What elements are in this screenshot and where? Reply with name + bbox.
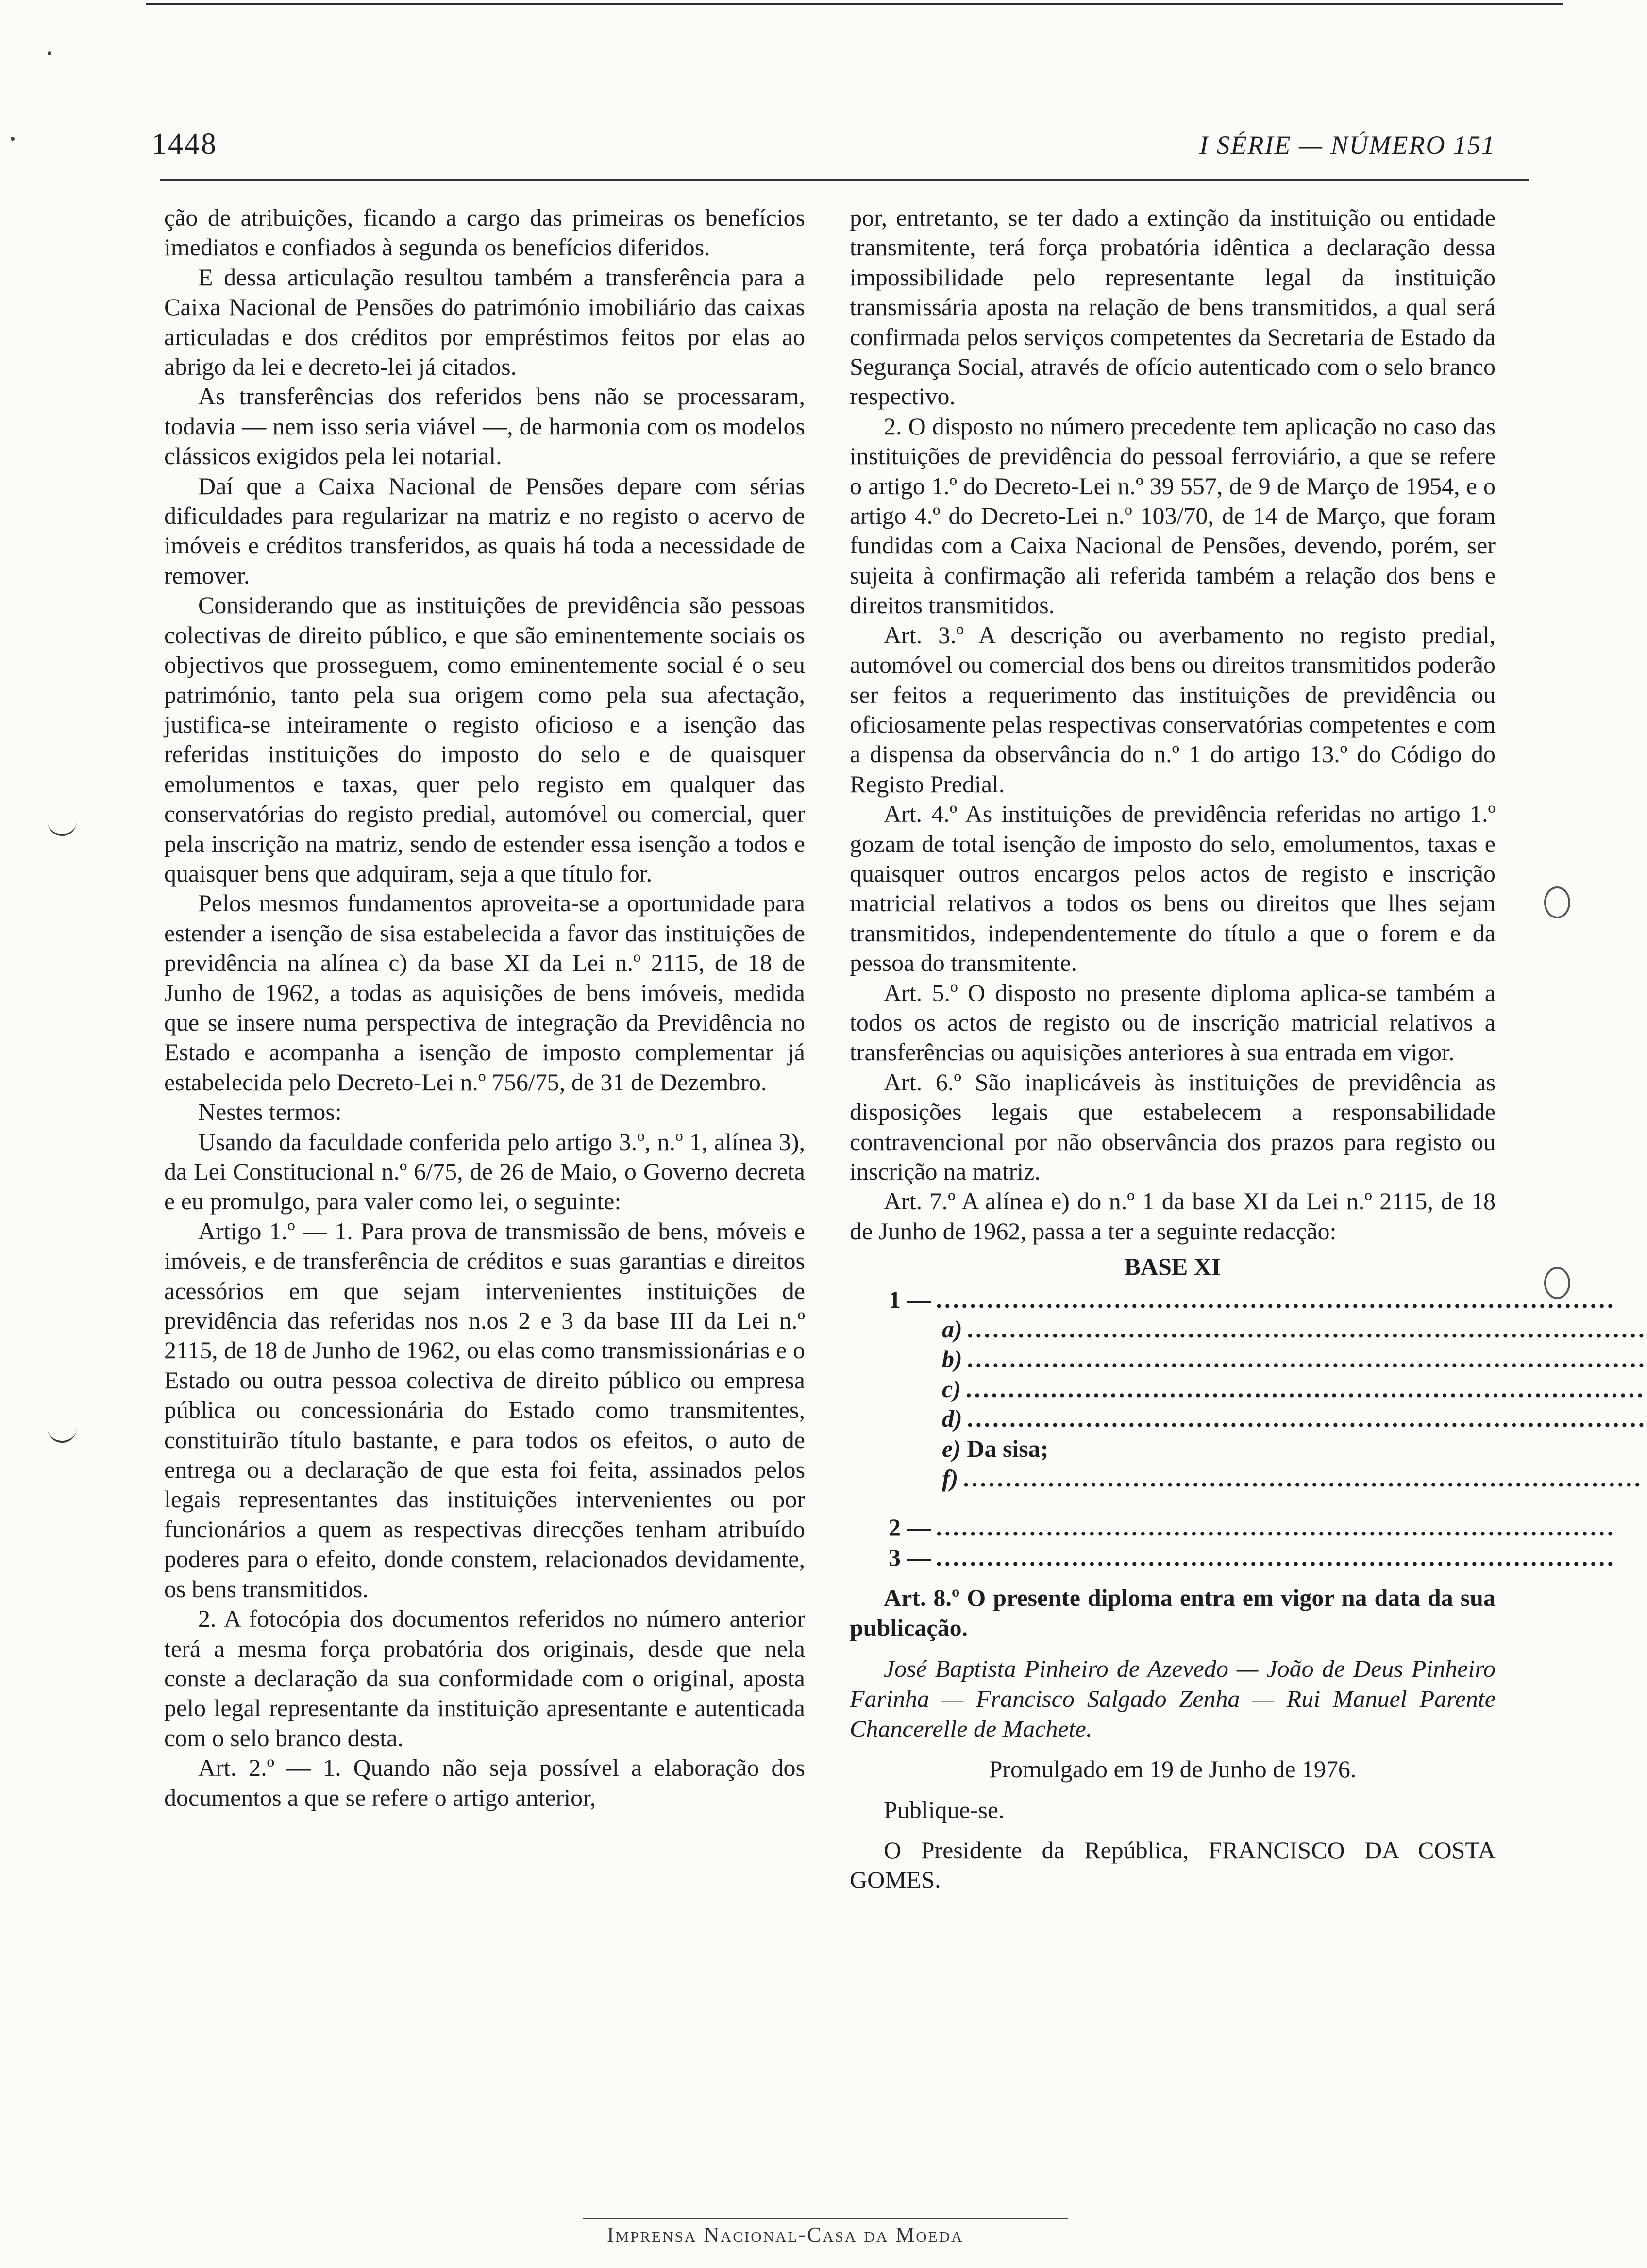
paragraph: Pelos mesmos fundamentos aproveita-se a oportunidade para estender a isenção de sisa estabelecida a favor das instituições de previdência na alínea c) da base XI da Lei n.º 2115, de 18 de Junho de 1962, a todas as aquisições de bens imóveis, medida que se insere numa perspectiva de integração da Previdência no Estado e acompanha a isenção de imposto complementar já estabelecida pelo Decreto-Lei n.º 756/75, de 31 de Dezembro. [164, 889, 805, 1096]
article-8: Art. 8.º O presente diploma entra em vigor na data da sua publicação. [850, 1584, 1496, 1641]
paragraph: E dessa articulação resultou também a transferência para a Caixa Nacional de Pensões do património imobiliário das caixas articuladas e dos créditos por empréstimos feitos por elas ao abrigo da lei e decreto-lei já citados. [164, 263, 805, 381]
paragraph: Usando da faculdade conferida pelo artigo 3.º, n.º 1, alínea 3), da Lei Constitucional n.º 6/75, de 26 de Maio, o Governo decreta e eu promulgo, para valer como lei, o seguinte: [164, 1128, 805, 1215]
top-rule [146, 3, 1563, 5]
leader-dots: ................................................................................ [936, 1285, 1616, 1313]
base-item-label: e) [942, 1434, 961, 1462]
base-item [850, 1464, 1643, 1493]
left-column [164, 203, 805, 1813]
base-item [850, 1513, 1616, 1542]
leader-dots: ................................................................................ [967, 1316, 1647, 1343]
promulgation-date: Promulgado em 19 de Junho de 1976. [989, 1755, 1357, 1783]
base-item-label: 2 — [889, 1514, 931, 1541]
president-signature: O Presidente da República, FRANCISCO DA COSTA GOMES. [850, 1836, 1496, 1894]
base-item-label: d) [942, 1405, 962, 1433]
article-5: Art. 5.º O disposto no presente diploma aplica-se também a todos os actos de registo ou de inscrição matricial relativos a transferências ou aquisições anteriores à sua entrada em vigor. [850, 979, 1496, 1066]
paragraph: Considerando que as instituições de previdência são pessoas colectivas de direito público, e que são eminentemente sociais os objectivos que prosseguem, como eminentemente social é o seu património, tanto pela sua origem como pela sua afectação, justifica-se inteiramente o registo oficioso e a isenção das referidas instituições do imposto do selo e de quaisquer emolumentos e taxas, quer pelo registo em qualquer das conservatórias do registo predial, automóvel ou comercial, quer pela inscrição na matriz, sendo de estender essa isenção a todos e quaisquer bens que adquiram, seja a que título for. [164, 591, 805, 887]
base-item [850, 1285, 1616, 1315]
base-item [850, 1344, 1647, 1374]
right-column [850, 203, 1647, 1895]
speck [11, 137, 15, 141]
paragraph: por, entretanto, se ter dado a extinção da instituição ou entidade transmitente, terá força probatória idêntica a declaração dessa impossibilidade pelo representante legal da instituição transmissária aposta na relação de bens transmitidos, a qual será confirmada pelos serviços competentes da Secretaria de Estado da Segurança Social, através de ofício autenticado com o selo branco respectivo. [850, 204, 1496, 410]
paragraph: Daí que a Caixa Nacional de Pensões depare com sérias dificuldades para regularizar na matriz e no registo o acervo de imóveis e créditos transferidos, as quais há toda a necessidade de remover. [164, 472, 805, 589]
header-rule [160, 179, 1529, 181]
base-item-label: 3 — [889, 1543, 931, 1571]
base-title: BASE XI [1124, 1253, 1221, 1281]
leader-dots: ................................................................................ [965, 1375, 1646, 1402]
leader-dots: ................................................................................ [967, 1345, 1647, 1373]
leader-dots: ................................................................................ [963, 1465, 1643, 1492]
base-item [850, 1434, 1496, 1464]
article-1: Artigo 1.º — 1. Para prova de transmissão de bens, móveis e imóveis, e de transferência de créditos e suas garantias e direitos acessórios em que sejam intervenientes instituições de previdência das referidas nos n.os 2 e 3 da base III da Lei n.º 2115, de 18 de Junho de 1962, ou elas como transmissionárias e o Estado ou outra pessoa colectiva de direito público ou empresa pública ou concessionária do Estado como transmitentes, constituirão título bastante, e para todos os efeitos, o auto de entrega ou a declaração de que esta foi feita, assinados pelos legais representantes das instituições intervenientes ou por funcionários a quem as respectivas direcções tenham atribuído poderes para o efeito, donde constem, relacionados devidamente, os bens transmitidos. [164, 1217, 805, 1602]
page-number: 1448 [151, 128, 218, 161]
imprint: Imprensa Nacional-Casa da Moeda [607, 2223, 964, 2247]
article-4: Art. 4.º As instituições de previdência referidas no artigo 1.º gozam de total isenção de imposto do selo, emolumentos, taxas e quaisquer outros encargos pelos actos de registo e inscrição matricial relativos a todos os bens ou direitos que lhes sejam transmitidos, independentemente do título a que o forem e da pessoa do transmitente. [850, 800, 1496, 977]
base-item-label: a) [942, 1316, 962, 1343]
footer-rule [583, 2218, 1068, 2219]
punch-hole [1544, 1267, 1570, 1299]
article-3: Art. 3.º A descrição ou averbamento no registo predial, automóvel ou comercial dos bens ou direitos transmitidos poderão ser feitos a requerimento das instituições de previdência ou oficiosamente pelas respectivas conservatórias competentes e com a dispensa da observância do n.º 1 do artigo 13.º do Código do Registo Predial. [850, 621, 1496, 798]
base-item-label: f) [942, 1465, 958, 1492]
margin-mark [48, 1427, 77, 1443]
base-item [850, 1543, 1616, 1572]
paragraph: 2. A fotocópia dos documentos referidos no número anterior terá a mesma força probatória dos originais, desde que nela conste a declaração da sua conformidade com o original, aposta pelo legal representante da instituição apresentante e autenticada com o selo branco desta. [164, 1605, 805, 1751]
base-item [850, 1374, 1646, 1404]
paragraph: 2. O disposto no número precedente tem aplicação no caso das instituições de previdência do pessoal ferroviário, a que se refere o artigo 1.º do Decreto-Lei n.º 39 557, de 9 de Março de 1954, e o artigo 4.º do Decreto-Lei n.º 103/70, de 14 de Março, que foram fundidas com a Caixa Nacional de Pensões, devendo, porém, ser sujeita à confirmação ali referida também a relação dos bens e direitos transmitidos. [850, 412, 1496, 619]
leader-dots: ................................................................................ [967, 1405, 1647, 1433]
base-item-label: c) [942, 1375, 961, 1402]
base-item-text: Da sisa; [967, 1434, 1049, 1462]
leader-dots: ................................................................................ [936, 1543, 1616, 1571]
base-item-label: 1 — [889, 1285, 931, 1313]
base-item-label: b) [942, 1345, 962, 1373]
speck [48, 51, 51, 55]
article-2: Art. 2.º — 1. Quando não seja possível a elaboração dos documentos a que se refere o artigo anterior, [164, 1754, 805, 1811]
margin-mark [48, 820, 77, 836]
punch-hole [1544, 886, 1570, 918]
leader-dots: ................................................................................ [936, 1514, 1616, 1541]
base-list [850, 1285, 1647, 1573]
article-6: Art. 6.º São inaplicáveis às instituições de previdência as disposições legais que estabelecem a responsabilidade contravencional por não observância dos prazos para registo ou inscrição na matriz. [850, 1068, 1496, 1185]
publish-order: Publique-se. [884, 1796, 1005, 1823]
paragraph: Nestes termos: [198, 1098, 342, 1126]
paragraph: ção de atribuições, ficando a cargo das primeiras os benefícios imediatos e confiados à segunda os benefícios diferidos. [164, 204, 805, 261]
base-item [850, 1315, 1647, 1344]
base-item [850, 1404, 1647, 1434]
article-7: Art. 7.º A alínea e) do n.º 1 da base XI da Lei n.º 2115, de 18 de Junho de 1962, passa a ter a seguinte redacção: [850, 1187, 1496, 1245]
running-head: I SÉRIE — NÚMERO 151 [1199, 131, 1496, 160]
signatories: José Baptista Pinheiro de Azevedo — João de Deus Pinheiro Farinha — Francisco Salgado Zenha — Rui Manuel Parente Chancerelle de Machete. [850, 1655, 1496, 1743]
paragraph: As transferências dos referidos bens não se processaram, todavia — nem isso seria viável —, de harmonia com os modelos clássicos exigidos pela lei notarial. [164, 383, 805, 470]
